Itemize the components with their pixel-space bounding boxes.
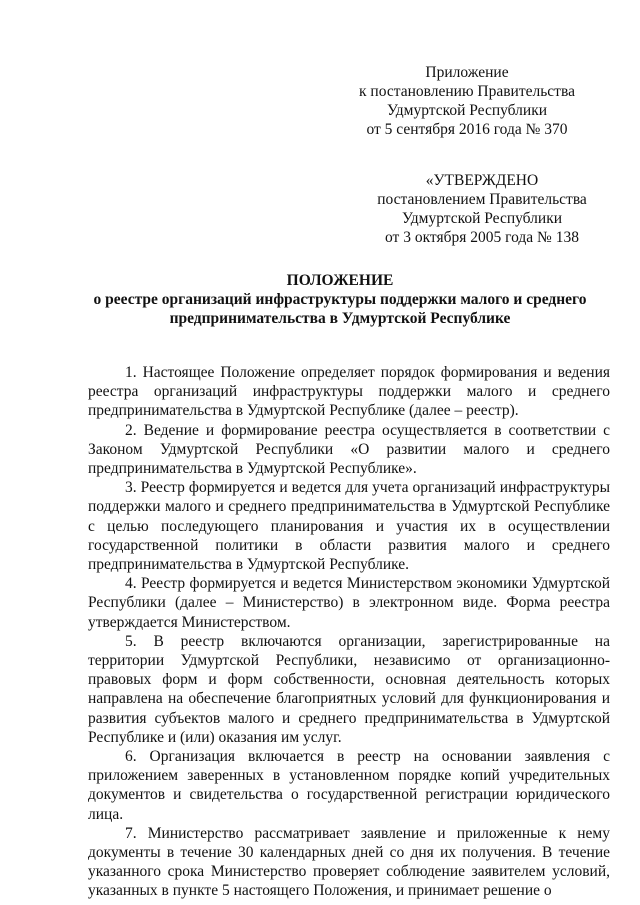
appendix-line-1: Приложение — [425, 64, 509, 81]
appendix-line-3: Удмуртской Республики — [386, 102, 548, 119]
paragraph-6: 6. Организация включается в реестр на основании заявления с приложением заверенных в установленном порядке копий учредительных документов и свидетельства о государственной регистрации юридического лица. — [88, 748, 610, 823]
approved-line-3: Удмуртской Республики — [401, 210, 563, 227]
title-line-2: предпринимательства в Удмуртской Республике — [169, 310, 511, 327]
appendix-line-2: к постановлению Правительства — [359, 83, 575, 100]
title-heading: ПОЛОЖЕНИЕ — [286, 272, 394, 289]
document-body — [88, 363, 610, 901]
appendix-header — [342, 63, 592, 139]
paragraph-1: 1. Настоящее Положение определяет порядок формирования и ведения реестра организаций инфраструктуры поддержки малого и среднего предпринимательства в Удмуртской Республике (далее – реестр). — [88, 364, 610, 420]
paragraph-4: 4. Реестр формируется и ведется Министерством экономики Удмуртской Республики (далее – Министерство) в электронном виде. Форма реестра утверждается Министерством. — [88, 575, 610, 631]
document-title — [60, 271, 620, 328]
approved-line-1: «УТВЕРЖДЕНО — [425, 172, 539, 189]
appendix-line-4: от 5 сентября 2016 года № 370 — [366, 121, 568, 138]
paragraph-3: 3. Реестр формируется и ведется для учета организаций инфраструктуры поддержки малого и среднего предпринимательства в Удмуртской Республике с целью последующего планирования и участия их в осуществлении государственной политики в области развития малого и среднего предпринимательства в Удмуртской Республике. — [88, 479, 610, 574]
paragraph-2: 2. Ведение и формирование реестра осуществляется в соответствии с Законом Удмуртской Республики «О развитии малого и среднего предпринимательства в Удмуртской Республике». — [88, 421, 610, 478]
title-line-1: о реестре организаций инфраструктуры поддержки малого и среднего — [93, 291, 587, 308]
approved-header — [372, 171, 592, 247]
paragraph-5: 5. В реестр включаются организации, зарегистрированные на территории Удмуртской Республики, независимо от организационно-правовых форм и форм собственности, основная деятельность которых направлена на обеспечение благоприятных условий для функционирования и развития субъектов малого и среднего предпринимательства в Удмуртской Республике и (или) оказания им услуг. — [88, 632, 610, 746]
paragraph-7: 7. Министерство рассматривает заявление и приложенные к нему документы в течение 30 календарных дней со дня их получения. В течение указанного срока Министерство проверяет соблюдение заявителем условий, указанных в пункте 5 настоящего Положения, и принимает решение о — [88, 824, 610, 900]
approved-line-4: от 3 октября 2005 года № 138 — [385, 229, 579, 246]
approved-line-2: постановлением Правительства — [377, 191, 587, 208]
